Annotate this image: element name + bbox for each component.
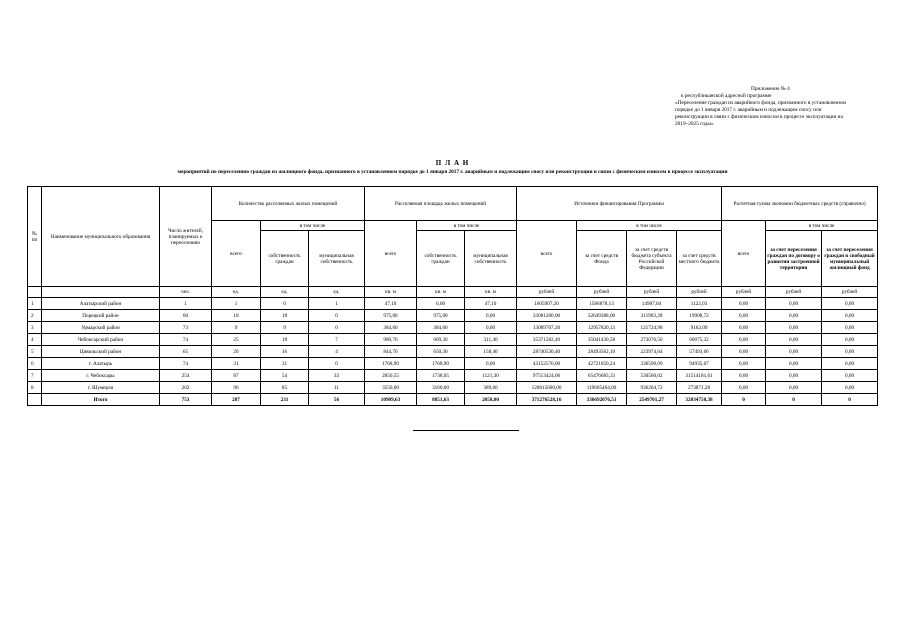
row-value: 0,00 [822,298,878,310]
row-value: 74 [160,358,212,370]
header-incl: в том числе [577,221,722,231]
row-value: 119605464,00 [577,382,627,394]
row-value: 936264,72 [627,382,677,394]
total-value: 56 [309,394,365,406]
row-value: 0,00 [766,346,822,358]
row-value: 0,00 [822,346,878,358]
row-number: 5 [28,346,42,358]
unit-cell: чел. [160,287,212,298]
row-value: 0,00 [722,358,766,370]
header-row-groups [28,187,878,221]
header-area-municipal: муниципальная собственность [465,231,517,287]
footer-divider [413,430,519,431]
row-municipality: г. Шумерля [42,382,160,394]
header-econ-development: за счет переселения граждан по договору о развитии застроенной территории [766,231,822,287]
row-value: 0,00 [766,358,822,370]
row-value: 35041430,58 [577,334,627,346]
header-incl: в том числе [261,221,365,231]
row-value: 1768,90 [365,358,417,370]
header-area-owned: собственность граждан [417,231,465,287]
row-value: 31514181,61 [677,370,722,382]
unit-cell: рублей [677,287,722,298]
row-value: 12957820,13 [577,322,627,334]
row-number: 2 [28,310,42,322]
row-value: 60 [160,310,212,322]
row-municipality: Урмарский район [42,322,160,334]
row-value: 0,00 [766,370,822,382]
row-value: 0 [309,322,365,334]
row-value: 13089707,20 [517,322,577,334]
row-value: 844,70 [365,346,417,358]
row-value: 389,60 [465,382,517,394]
row-value: 16 [261,346,309,358]
appendix-line: порядке до 1 января 2017 г. аварийным и подлежащим сносу или [675,107,822,113]
row-value: 0,00 [766,298,822,310]
appendix-line: реконструкции в связи с физическим износом в процессе эксплуатации на [675,114,843,120]
row-value: 28740530,40 [517,346,577,358]
total-value: 371276528,16 [517,394,577,406]
table-row [28,334,878,346]
header-economy-group: Расчетная сумма экономии бюджетных средств (справочно) [722,187,878,221]
row-value: 311,40 [465,334,517,346]
row-value: 1 [212,298,261,310]
total-label: Итого [42,394,160,406]
row-value: 0,00 [722,310,766,322]
row-municipality: Цивильский район [42,346,160,358]
row-value: 18 [261,310,309,322]
row-value: 11 [309,382,365,394]
document-subtitle: мероприятий по переселению граждан из жилищного фонда, признанного в установленном порядке до 1 января 2017 г. аварийным и подлежащим сносу или реконструкции в связи с физическим износом в процессе эксплуатации [177,169,728,175]
row-value: 336590,09 [627,358,677,370]
row-value: 0 [261,298,309,310]
header-incl: в том числе [766,221,878,231]
row-value: 1 [309,298,365,310]
row-value: 311903,28 [627,310,677,322]
unit-cell: рублей [627,287,677,298]
table-row [28,370,878,382]
row-value: 42721050,24 [577,358,627,370]
row-value: 223974,64 [627,346,677,358]
row-value: 202 [160,382,212,394]
unit-cell: кв. м [417,287,465,298]
row-value: 2850,55 [365,370,417,382]
row-value: 9 [212,322,261,334]
total-value: 32034750,38 [677,394,722,406]
row-value: 43152576,00 [517,358,577,370]
row-value: 1738,05 [417,370,465,382]
row-value: 0,00 [465,310,517,322]
row-value: 60075,32 [677,334,722,346]
row-value: 18 [212,310,261,322]
row-value: 85 [261,382,309,394]
table-row [28,358,878,370]
row-value: 0,00 [465,358,517,370]
total-value: 0 [822,394,878,406]
row-value: 1122,03 [677,298,722,310]
units-row [28,287,878,298]
total-value: 753 [160,394,212,406]
header-econ-free-fund: за счет переселения граждан в свободный муниципальный жилищный фонд [822,231,878,287]
header-economy-total: всего [722,221,766,287]
unit-cell: ед. [309,287,365,298]
row-value: 0,00 [822,382,878,394]
row-value: 975,00 [417,310,465,322]
row-value: 1121,30 [465,370,517,382]
row-value: 0,00 [822,370,878,382]
row-value: 87 [212,370,261,382]
row-value: 0,00 [822,310,878,322]
row-value: 0 [309,310,365,322]
row-value: 73 [160,322,212,334]
row-value: 54 [261,370,309,382]
total-value: 10909,63 [365,394,417,406]
row-number: 3 [28,322,42,334]
row-municipality: Порецкий район [42,310,160,322]
row-number: 8 [28,382,42,394]
header-local-budget: за счет средств местного бюджета [677,231,722,287]
row-number: 7 [28,370,42,382]
total-value: 0 [766,394,822,406]
row-value: 4 [309,346,365,358]
row-value: 650,30 [417,346,465,358]
row-value: 9 [261,322,309,334]
row-value: 31 [261,358,309,370]
appendix-line: 2019–2025 годы» [675,121,714,127]
unit-cell: рублей [577,287,627,298]
header-rooms-total: всего [212,221,261,287]
row-value: 120815600,00 [517,382,577,394]
total-value: 2058,00 [465,394,517,406]
unit-cell: рублей [822,287,878,298]
header-incl: в том числе [417,221,517,231]
row-value: 1605907,20 [517,298,577,310]
row-value: 0,00 [722,370,766,382]
row-value: 121724,98 [627,322,677,334]
row-value: 31 [212,358,261,370]
row-number: 6 [28,358,42,370]
row-value: 254 [160,370,212,382]
header-num: № пп [28,187,42,287]
row-value: 0,00 [722,382,766,394]
row-value: 273871,28 [677,382,722,394]
row-value: 20 [212,346,261,358]
unit-cell: рублей [722,287,766,298]
appendix-line: Приложение № 4 [751,86,790,92]
header-rooms-group: Количество расселяемых жилых помещений [212,187,365,221]
row-value: 0,00 [465,322,517,334]
header-area-total: всего [365,221,417,287]
row-value: 0,00 [722,298,766,310]
row-value: 97513424,06 [517,370,577,382]
total-value: 0 [722,394,766,406]
row-value: 669,30 [417,334,465,346]
row-municipality: г. Алатырь [42,358,160,370]
header-rooms-municipal: муниципальная собственность [309,231,365,287]
table-row [28,310,878,322]
row-value: 7 [309,334,365,346]
row-number: 1 [28,298,42,310]
row-value: 74 [160,334,212,346]
total-value: 8851,63 [417,394,465,406]
unit-cell: кв. м [365,287,417,298]
row-value: 18 [261,334,309,346]
table-row [28,298,878,310]
row-value: 9162,09 [677,322,722,334]
row-value: 35371582,40 [517,334,577,346]
row-value: 0,00 [766,322,822,334]
row-value: 0,00 [417,298,465,310]
row-municipality: Чебоксарский район [42,334,160,346]
table-row [28,382,878,394]
header-residents: Число жителей, планируемых к переселению [160,187,212,287]
header-area-group: Расселяемая площадь жилых помещений [365,187,517,221]
row-value: 3160,00 [417,382,465,394]
row-value: 94935,67 [677,358,722,370]
row-value: 33081200,00 [517,310,577,322]
unit-cell: рублей [766,287,822,298]
table-body [28,298,878,406]
row-value: 530560,02 [627,370,677,382]
unit-cell [28,287,42,298]
row-value: 19908,72 [677,310,722,322]
row-value: 975,00 [365,310,417,322]
unit-cell: ед. [261,287,309,298]
row-value: 158,40 [465,346,517,358]
header-subject-budget: за счет средств бюджета субъекта Российской Федерации [627,231,677,287]
row-value: 0,00 [766,382,822,394]
row-value: 32649388,00 [577,310,627,322]
row-number: 4 [28,334,42,346]
row-value: 57493,66 [677,346,722,358]
row-value: 47,10 [465,298,517,310]
row-value: 96 [212,382,261,394]
row-value: 14907,04 [627,298,677,310]
table-row [28,322,878,334]
row-value: 1 [160,298,212,310]
total-num-cell [28,394,42,406]
unit-cell: рублей [517,287,577,298]
header-rooms-owned: собственность граждан [261,231,309,287]
appendix-line: «Переселение граждан из аварийного фонда, признанного в установленном [675,100,846,106]
header-finance-group: Источники финансирования Программы [517,187,722,221]
table-row [28,346,878,358]
row-value: 28493562,10 [577,346,627,358]
header-name: Наименование муниципального образования [42,187,160,287]
row-value: 65476683,33 [577,370,627,382]
unit-cell [42,287,160,298]
row-value: 47,10 [365,298,417,310]
row-value: 65 [160,346,212,358]
total-value: 2549701,27 [627,394,677,406]
header-fund: за счет средств Фонда [577,231,627,287]
row-value: 0,00 [722,346,766,358]
row-value: 1768,90 [417,358,465,370]
row-value: 0,00 [822,358,878,370]
row-municipality: Алатырский район [42,298,160,310]
row-value: 33 [309,370,365,382]
total-value: 287 [212,394,261,406]
row-value: 0,00 [722,334,766,346]
row-value: 25 [212,334,261,346]
row-value: 3550,00 [365,382,417,394]
header-finance-total: всего [517,221,577,287]
row-value: 0,00 [822,334,878,346]
total-value: 336692076,51 [577,394,627,406]
row-value: 0,00 [822,322,878,334]
row-value: 0 [309,358,365,370]
row-municipality: г. Чебоксары [42,370,160,382]
row-value: 384,60 [365,322,417,334]
document-title: П Л А Н [435,159,470,167]
row-value: 384,60 [417,322,465,334]
appendix-line: к республиканской адресной программе [681,93,772,99]
unit-cell: кв. м [465,287,517,298]
total-value: 231 [261,394,309,406]
row-value: 0,00 [766,310,822,322]
row-value: 1586878,13 [577,298,627,310]
plan-table [27,186,878,406]
row-value: 980,70 [365,334,417,346]
appendix-note [675,86,890,128]
row-value: 273076,50 [627,334,677,346]
row-value: 0,00 [722,322,766,334]
unit-cell: ед. [212,287,261,298]
row-value: 0,00 [766,334,822,346]
total-row [28,394,878,406]
